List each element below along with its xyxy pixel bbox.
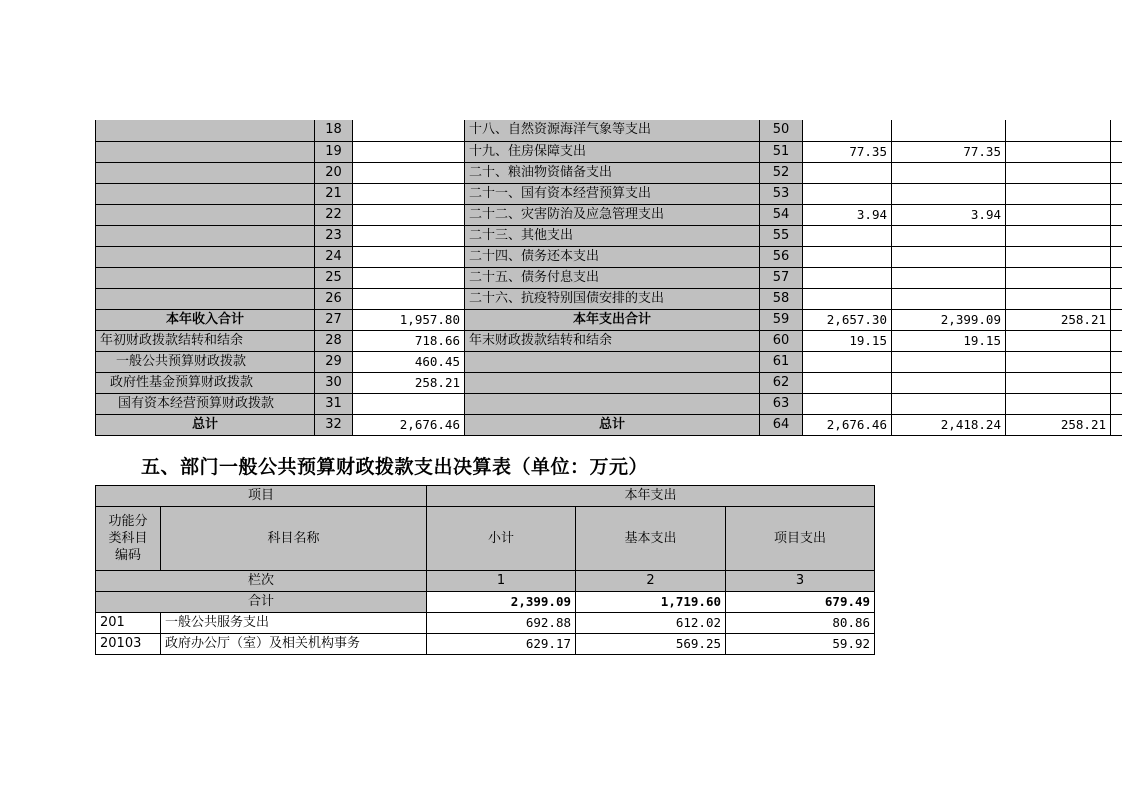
expense-total — [803, 246, 892, 267]
expense-line-no: 61 — [760, 351, 803, 372]
income-item — [96, 183, 315, 204]
cutoff-cell — [1111, 330, 1122, 351]
income-line-no: 24 — [315, 246, 353, 267]
lanci-3: 3 — [726, 571, 875, 592]
income-line-no: 18 — [315, 120, 353, 141]
cutoff-cell — [1111, 309, 1122, 330]
row-name: 一般公共服务支出 — [161, 613, 427, 634]
cutoff-cell — [1111, 414, 1122, 435]
expense-fund — [1006, 204, 1111, 225]
cutoff-cell — [1111, 267, 1122, 288]
expense-line-no: 53 — [760, 183, 803, 204]
table-row — [96, 267, 1122, 288]
expense-line-no: 57 — [760, 267, 803, 288]
income-amount: 258.21 — [353, 372, 465, 393]
total-label: 合计 — [96, 592, 427, 613]
expense-total — [803, 183, 892, 204]
expense-fund — [1006, 183, 1111, 204]
income-line-no: 23 — [315, 225, 353, 246]
expense-item: 二十四、债务还本支出 — [465, 246, 760, 267]
expense-item: 本年支出合计 — [465, 309, 760, 330]
row-subtotal: 692.88 — [427, 613, 576, 634]
income-item — [96, 204, 315, 225]
expense-fund: 258.21 — [1006, 414, 1111, 435]
income-item — [96, 267, 315, 288]
expenditure-table — [95, 485, 875, 655]
expense-line-no: 50 — [760, 120, 803, 141]
expense-general: 19.15 — [892, 330, 1006, 351]
row-project: 80.86 — [726, 613, 875, 634]
income-item — [96, 288, 315, 309]
table-row — [96, 351, 1122, 372]
expense-item: 二十一、国有资本经营预算支出 — [465, 183, 760, 204]
total-subtotal: 2,399.09 — [427, 592, 576, 613]
income-amount — [353, 120, 465, 141]
expense-general: 2,399.09 — [892, 309, 1006, 330]
expense-fund — [1006, 372, 1111, 393]
expense-general — [892, 225, 1006, 246]
header-row-2 — [96, 507, 875, 571]
expense-total — [803, 267, 892, 288]
income-line-no: 26 — [315, 288, 353, 309]
expense-line-no: 52 — [760, 162, 803, 183]
income-amount — [353, 183, 465, 204]
income-line-no: 31 — [315, 393, 353, 414]
table-row — [96, 393, 1122, 414]
expense-fund — [1006, 351, 1111, 372]
expense-line-no: 60 — [760, 330, 803, 351]
income-amount: 460.45 — [353, 351, 465, 372]
cutoff-cell — [1111, 183, 1122, 204]
cutoff-cell — [1111, 204, 1122, 225]
cutoff-cell — [1111, 288, 1122, 309]
income-amount: 2,676.46 — [353, 414, 465, 435]
income-item — [96, 225, 315, 246]
expense-total — [803, 393, 892, 414]
expense-item — [465, 351, 760, 372]
header-item: 项目 — [96, 486, 427, 507]
header-row-1 — [96, 486, 875, 507]
cutoff-cell — [1111, 141, 1122, 162]
income-expense-body — [96, 120, 1122, 435]
income-line-no: 20 — [315, 162, 353, 183]
table-row — [96, 414, 1122, 435]
expense-fund — [1006, 141, 1111, 162]
table-row — [96, 183, 1122, 204]
income-amount: 718.66 — [353, 330, 465, 351]
cutoff-cell — [1111, 393, 1122, 414]
cutoff-cell — [1111, 162, 1122, 183]
expense-general — [892, 267, 1006, 288]
lanci-label: 栏次 — [96, 571, 427, 592]
expense-general: 2,418.24 — [892, 414, 1006, 435]
income-amount — [353, 267, 465, 288]
table-row — [96, 372, 1122, 393]
cutoff-cell — [1111, 246, 1122, 267]
expense-general — [892, 183, 1006, 204]
expense-fund — [1006, 267, 1111, 288]
table-row — [96, 309, 1122, 330]
income-amount — [353, 162, 465, 183]
row-project: 59.92 — [726, 634, 875, 655]
table-row — [96, 225, 1122, 246]
expense-fund — [1006, 288, 1111, 309]
income-expense-table — [95, 120, 1122, 436]
expense-general: 77.35 — [892, 141, 1006, 162]
expense-total — [803, 372, 892, 393]
income-line-no: 29 — [315, 351, 353, 372]
expense-fund — [1006, 162, 1111, 183]
lanci-1: 1 — [427, 571, 576, 592]
income-amount: 1,957.80 — [353, 309, 465, 330]
header-subtotal: 小计 — [427, 507, 576, 571]
expense-general — [892, 246, 1006, 267]
expense-general: 3.94 — [892, 204, 1006, 225]
table-row — [96, 288, 1122, 309]
expense-general — [892, 288, 1006, 309]
income-line-no: 32 — [315, 414, 353, 435]
income-item — [96, 246, 315, 267]
header-basic: 基本支出 — [576, 507, 726, 571]
expense-line-no: 56 — [760, 246, 803, 267]
income-line-no: 30 — [315, 372, 353, 393]
expense-item — [465, 372, 760, 393]
table-row — [96, 204, 1122, 225]
expense-item: 十八、自然资源海洋气象等支出 — [465, 120, 760, 141]
expense-total — [803, 351, 892, 372]
section-title: 五、部门一般公共预算财政拨款支出决算表（单位：万元） — [141, 456, 649, 478]
income-amount — [353, 288, 465, 309]
table-row — [96, 120, 1122, 141]
expense-line-no: 51 — [760, 141, 803, 162]
expense-general — [892, 372, 1006, 393]
expense-line-no: 55 — [760, 225, 803, 246]
lanci-2: 2 — [576, 571, 726, 592]
expense-general — [892, 393, 1006, 414]
expense-line-no: 62 — [760, 372, 803, 393]
income-item: 总计 — [96, 414, 315, 435]
expense-line-no: 64 — [760, 414, 803, 435]
income-amount — [353, 246, 465, 267]
income-amount — [353, 393, 465, 414]
income-item: 年初财政拨款结转和结余 — [96, 330, 315, 351]
income-amount — [353, 141, 465, 162]
income-item — [96, 120, 315, 141]
expense-line-no: 58 — [760, 288, 803, 309]
total-basic: 1,719.60 — [576, 592, 726, 613]
income-item — [96, 162, 315, 183]
income-line-no: 21 — [315, 183, 353, 204]
expense-fund — [1006, 330, 1111, 351]
table-row — [96, 162, 1122, 183]
header-code: 功能分类科目编码 — [96, 507, 161, 571]
row-code: 20103 — [96, 634, 161, 655]
table-row — [96, 246, 1122, 267]
cutoff-cell — [1111, 351, 1122, 372]
expense-item: 二十三、其他支出 — [465, 225, 760, 246]
expense-fund: 258.21 — [1006, 309, 1111, 330]
expense-general — [892, 162, 1006, 183]
income-amount — [353, 204, 465, 225]
expense-item — [465, 393, 760, 414]
expense-item: 二十六、抗疫特别国债安排的支出 — [465, 288, 760, 309]
expense-total: 77.35 — [803, 141, 892, 162]
total-project: 679.49 — [726, 592, 875, 613]
expense-item: 总计 — [465, 414, 760, 435]
table-row — [96, 141, 1122, 162]
income-item: 国有资本经营预算财政拨款 — [96, 393, 315, 414]
expense-total — [803, 288, 892, 309]
header-current-year: 本年支出 — [427, 486, 875, 507]
expense-item: 二十二、灾害防治及应急管理支出 — [465, 204, 760, 225]
income-line-no: 22 — [315, 204, 353, 225]
total-row — [96, 592, 875, 613]
income-item: 一般公共预算财政拨款 — [96, 351, 315, 372]
expense-fund — [1006, 393, 1111, 414]
cutoff-cell — [1111, 372, 1122, 393]
expense-item: 年末财政拨款结转和结余 — [465, 330, 760, 351]
expense-item: 十九、住房保障支出 — [465, 141, 760, 162]
expense-total — [803, 225, 892, 246]
row-basic: 612.02 — [576, 613, 726, 634]
expense-item: 二十、粮油物资储备支出 — [465, 162, 760, 183]
expense-general — [892, 351, 1006, 372]
table-row — [96, 634, 875, 655]
row-name: 政府办公厅（室）及相关机构事务 — [161, 634, 427, 655]
income-line-no: 27 — [315, 309, 353, 330]
expense-total: 2,657.30 — [803, 309, 892, 330]
expense-item: 二十五、债务付息支出 — [465, 267, 760, 288]
income-line-no: 19 — [315, 141, 353, 162]
row-subtotal: 629.17 — [427, 634, 576, 655]
cutoff-cell — [1111, 120, 1122, 141]
expense-general — [892, 120, 1006, 141]
income-line-no: 25 — [315, 267, 353, 288]
income-item: 本年收入合计 — [96, 309, 315, 330]
expense-total: 3.94 — [803, 204, 892, 225]
income-item: 政府性基金预算财政拨款 — [96, 372, 315, 393]
cutoff-cell — [1111, 225, 1122, 246]
expense-total — [803, 162, 892, 183]
expense-line-no: 59 — [760, 309, 803, 330]
lanci-row — [96, 571, 875, 592]
expense-line-no: 63 — [760, 393, 803, 414]
table-row — [96, 613, 875, 634]
expense-total — [803, 120, 892, 141]
income-item — [96, 141, 315, 162]
row-code: 201 — [96, 613, 161, 634]
income-amount — [353, 225, 465, 246]
expense-line-no: 54 — [760, 204, 803, 225]
table-row — [96, 330, 1122, 351]
expense-total: 2,676.46 — [803, 414, 892, 435]
income-line-no: 28 — [315, 330, 353, 351]
header-project: 项目支出 — [726, 507, 875, 571]
expense-fund — [1006, 246, 1111, 267]
expense-total: 19.15 — [803, 330, 892, 351]
row-basic: 569.25 — [576, 634, 726, 655]
expense-fund — [1006, 120, 1111, 141]
header-name: 科目名称 — [161, 507, 427, 571]
expense-fund — [1006, 225, 1111, 246]
